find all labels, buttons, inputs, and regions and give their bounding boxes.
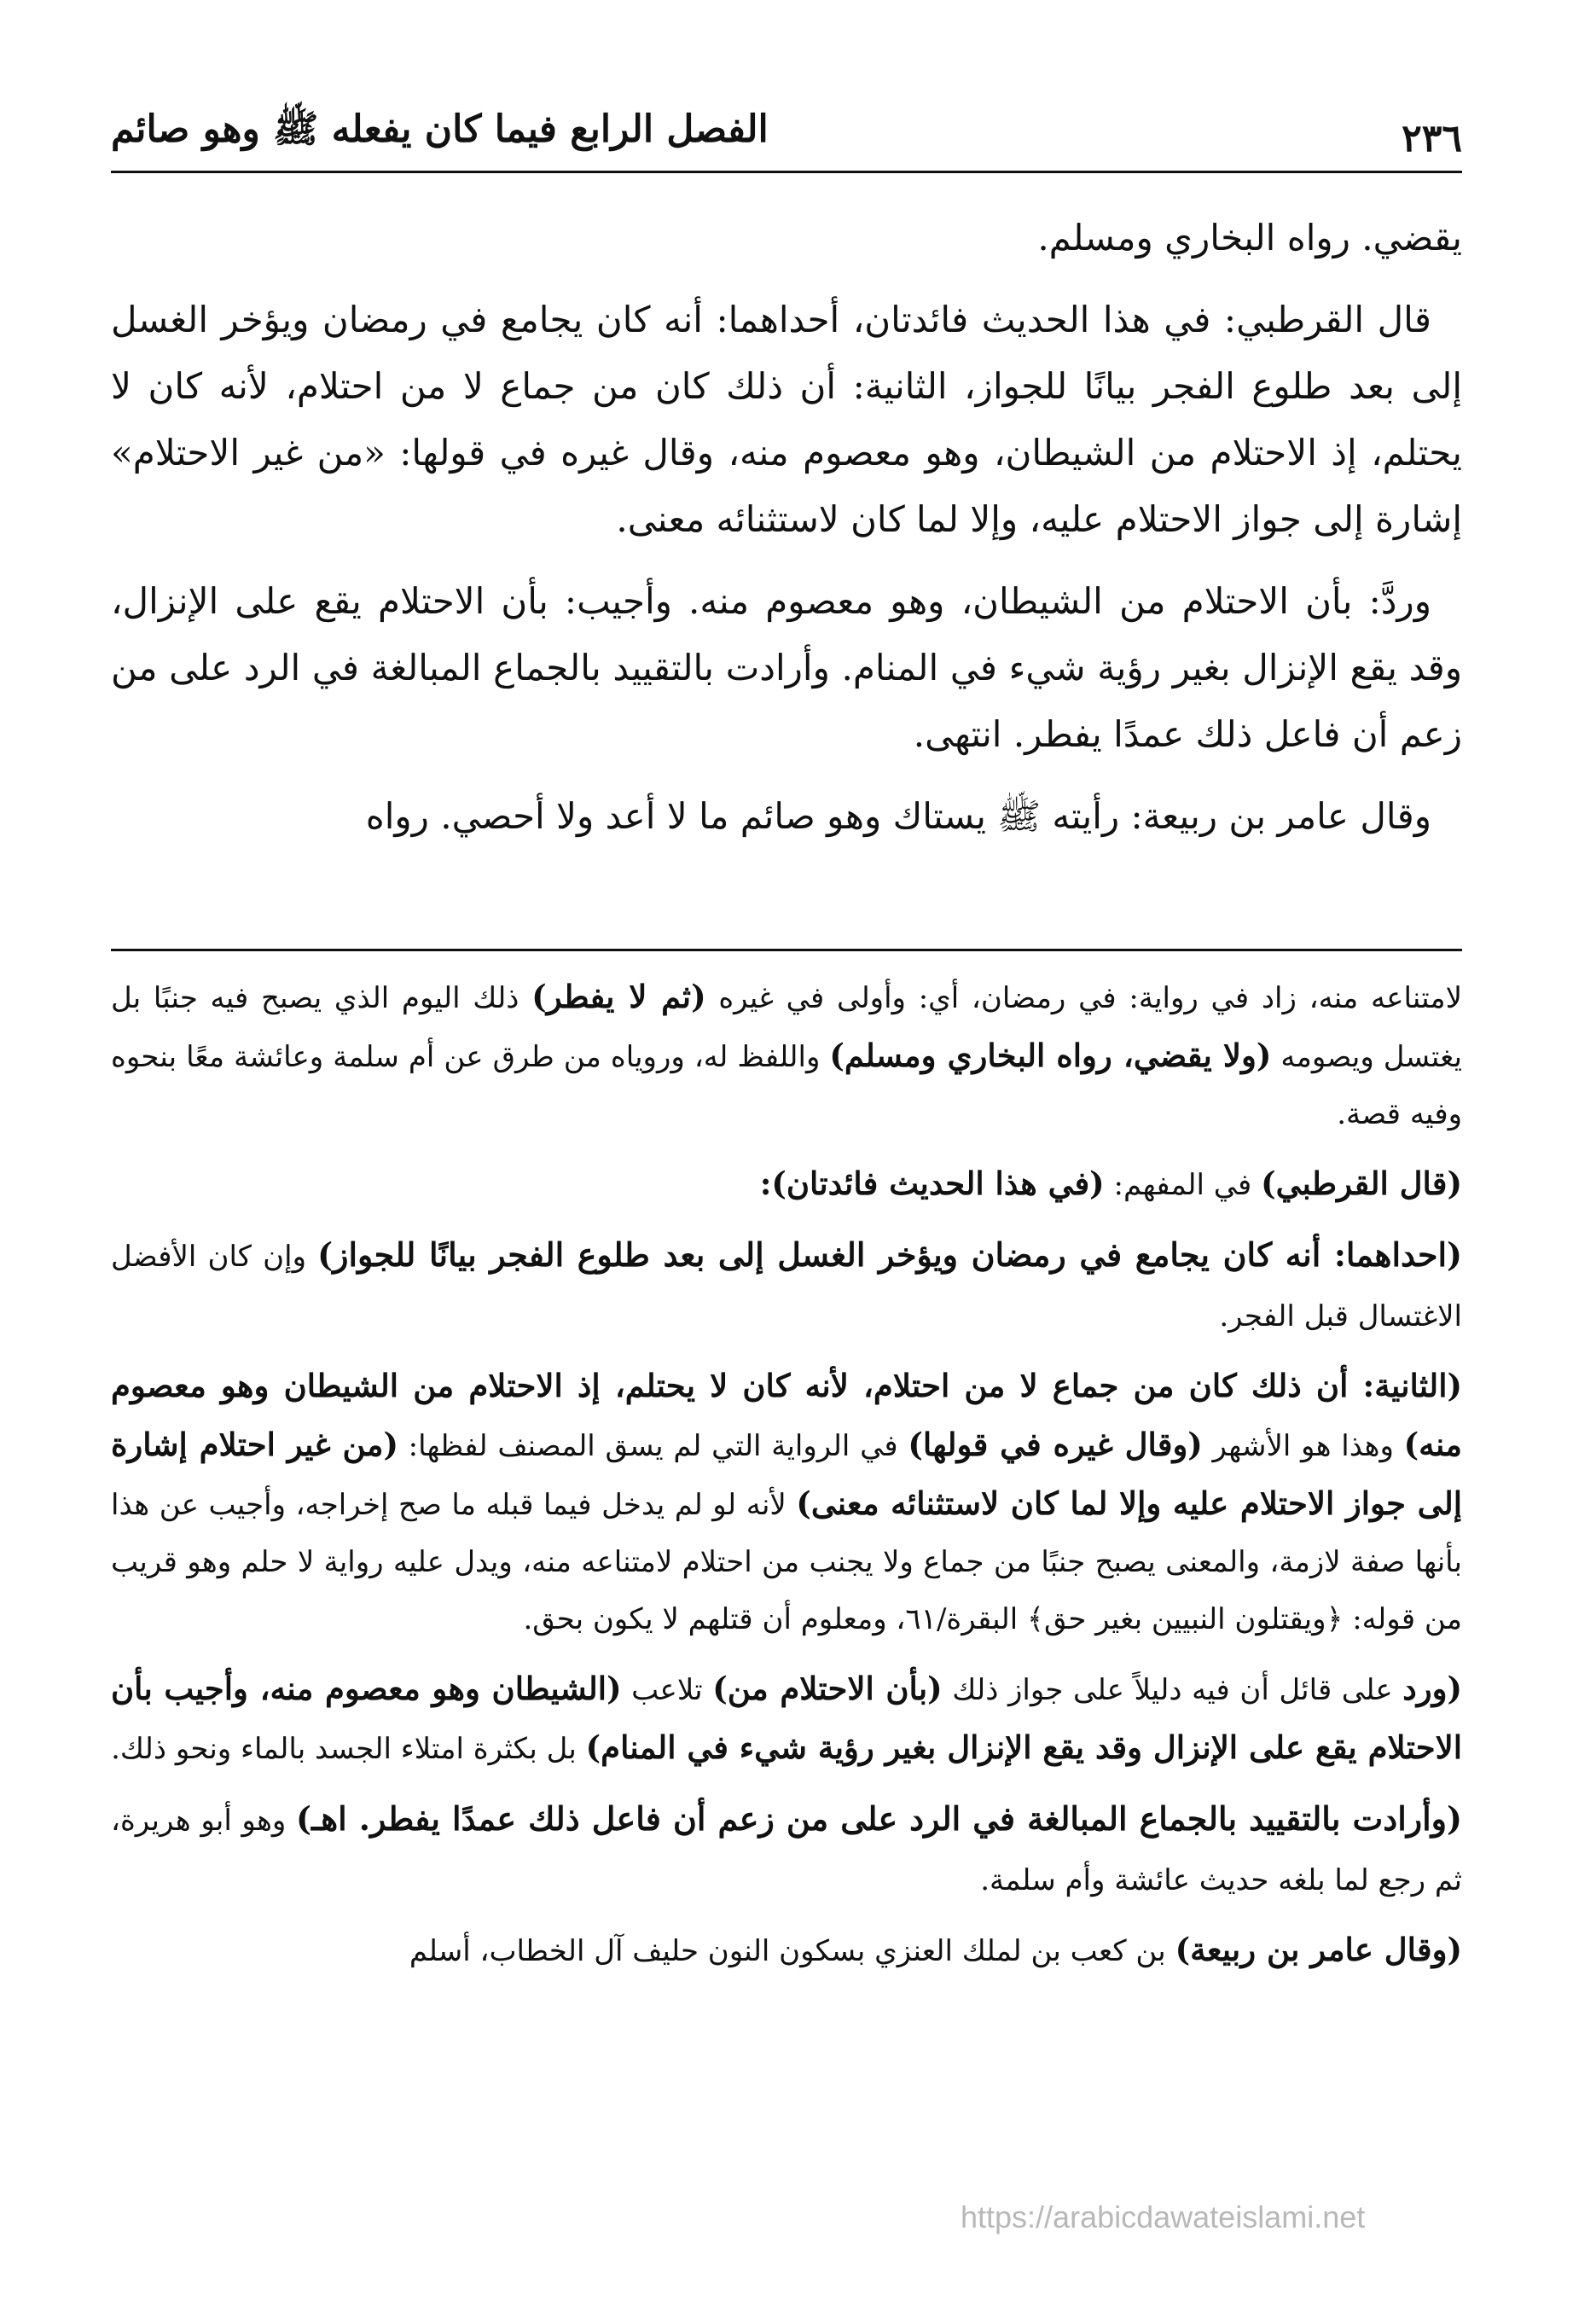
quoted-text: (بأن الاحتلام من): [712, 1670, 943, 1707]
commentary-text: وإن كان الأفضل الاغتسال قبل الفجر.: [111, 1240, 1462, 1333]
commentary-text: لأنه لو لم يدخل فيما قبله ما صح إخراجه، وأجيب عن هذا بأنها صفة لازمة، والمعنى يصبح جنبًا من جماع ولا يجنب من احتلام لامتناعه منه، ويدل عليه رواية لا حلم وهو قريب من قوله: ﴿ويقتلون النبيين بغير حق﴾ البقرة/٦١، ومعلوم أن قتلهم لا يكون بحق.: [111, 1488, 1462, 1636]
quoted-text: (قال القرطبي): [1261, 1165, 1462, 1202]
quoted-text: (احداهما: أنه كان يجامع في رمضان ويؤخر الغسل إلى بعد طلوع الفجر بيانًا للجواز): [317, 1235, 1462, 1274]
quoted-text: (ورد: [1402, 1670, 1462, 1707]
page-header: [111, 101, 1462, 160]
watermark-url: https://arabicdawateislami.net: [961, 2199, 1366, 2234]
quoted-text: (في هذا الحديث فائدتان):: [759, 1165, 1105, 1202]
running-title: الفصل الرابع فيما كان يفعله ﷺ وهو صائم: [111, 107, 769, 151]
quoted-text: (ولا يقضي، رواه البخاري ومسلم): [829, 1037, 1272, 1074]
commentary-paragraph: [111, 1790, 1462, 1909]
main-text: [111, 205, 1462, 865]
quoted-text: (ثم لا يفطر): [531, 978, 706, 1015]
commentary-text: في المفهم:: [1104, 1168, 1262, 1202]
commentary-paragraph: [111, 1155, 1462, 1214]
commentary-text: وهذا هو الأشهر: [1202, 1429, 1404, 1463]
commentary-text: على قائل أن فيه دليلاً على جواز ذلك: [942, 1673, 1403, 1707]
commentary-text: ذلك اليوم الذي يصبح فيه جنبًا بل يغتسل ويصومه: [111, 981, 1462, 1074]
quoted-text: (الشيطان وهو معصوم منه، وأجيب بأن الاحتلام يقع على الإنزال وقد يقع الإنزال بغير رؤية شيء في المنام): [111, 1670, 1462, 1766]
footnote-separator: [111, 949, 1462, 951]
commentary-text: تلاعب: [621, 1673, 713, 1707]
main-paragraph: يقضي. رواه البخاري ومسلم.: [1037, 217, 1462, 259]
commentary-text: بن كعب بن لملك العنزي بسكون النون حليف آل الخطاب، أسلم: [409, 1934, 1175, 1968]
main-paragraph: قال القرطبي: في هذا الحديث فائدتان، أحداهما: أنه كان يجامع في رمضان ويؤخر الغسل إلى بعد طلوع الفجر بيانًا للجواز، الثانية: أن ذلك كان من جماع لا من احتلام، لأنه كان لا يحتلم، إذ الاحتلام من الشيطان، وهو معصوم منه، وقال غيره في قولها: «من غير الاحتلام» إشارة إلى جواز الاحتلام عليه، وإلا لما كان لاستثنائه معنى.: [111, 299, 1462, 540]
commentary-text: وهو أبو هريرة، ثم رجع لما بلغه حديث عائشة وأم سلمة.: [111, 1804, 1462, 1897]
commentary-text: في الرواية التي لم يسق المصنف لفظها:: [398, 1429, 908, 1463]
commentary-text: لامتناعه منه، زاد في رواية: في رمضان، أي: وأولى في غيره: [705, 981, 1462, 1015]
quoted-text: (من غير احتلام إشارة إلى جواز الاحتلام عليه وإلا لما كان لاستثنائه معنى): [111, 1426, 1462, 1522]
commentary-paragraph: [111, 1660, 1462, 1778]
commentary-text: بل بكثرة امتلاء الجسد بالماء ونحو ذلك.: [111, 1732, 586, 1766]
main-paragraph: وقال عامر بن ربيعة: رأيته ﷺ يستاك وهو صائم ما لا أعد ولا أحصي. رواه: [365, 795, 1431, 837]
quoted-text: (وقال عامر بن ربيعة): [1175, 1931, 1462, 1968]
commentary-section: [111, 968, 1462, 1992]
page-number: ٢٣٦: [1402, 117, 1462, 160]
commentary-text: واللفظ له، وروياه من طرق عن أم سلمة وعائشة معًا بنحوه وفيه قصة.: [111, 1040, 1462, 1131]
main-paragraph: وردَّ: بأن الاحتلام من الشيطان، وهو معصوم منه. وأجيب: بأن الاحتلام يقع على الإنزال، وقد يقع الإنزال بغير رؤية شيء في المنام. وأرادت بالتقييد بالجماع المبالغة في الرد على من زعم أن فاعل ذلك عمدًا يفطر. انتهى.: [111, 580, 1462, 755]
commentary-paragraph: [111, 1921, 1462, 1980]
commentary-paragraph: [111, 968, 1462, 1143]
commentary-paragraph: [111, 1357, 1462, 1648]
quoted-text: (وأرادت بالتقييد بالجماع المبالغة في الرد على من زعم أن فاعل ذلك عمدًا يفطر. اهـ): [295, 1799, 1463, 1838]
header-rule: [111, 171, 1462, 173]
quoted-text: (وقال غيره في قولها): [908, 1426, 1203, 1463]
commentary-paragraph: [111, 1226, 1462, 1345]
quoted-text: (الثانية: أن ذلك كان من جماع لا من احتلام، لأنه كان لا يحتلم، إذ الاحتلام من الشيطان وهو معصوم منه): [111, 1367, 1462, 1463]
